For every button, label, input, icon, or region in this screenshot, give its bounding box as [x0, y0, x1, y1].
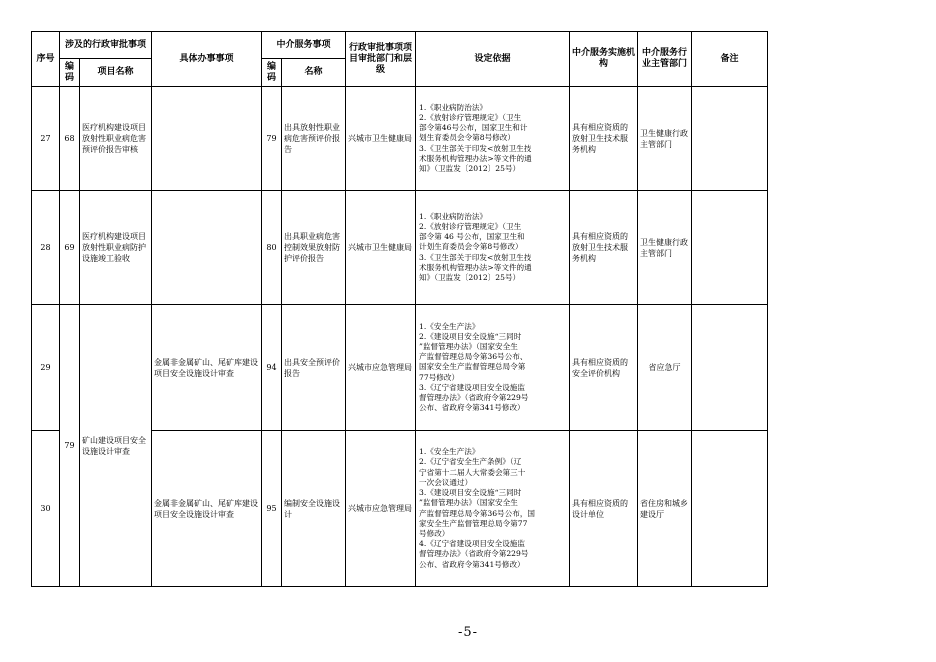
basis-line: 术服务机构管理办法>等文件的通 [419, 262, 532, 272]
basis-line: 2.《辽宁省安全生产条例》（辽 [419, 457, 522, 467]
header-basis: 设定依据 [416, 32, 570, 87]
remark-cell [692, 305, 768, 431]
agency-name-cell: 编制安全设施设计 [282, 431, 346, 587]
basis-line: 术服务机构管理办法>等文件的通 [419, 153, 532, 163]
basis-line: 3.《卫生部关于印发<放射卫生技 [419, 252, 532, 262]
header-admin-group: 涉及的行政审批事项 [60, 32, 152, 59]
seq-cell: 27 [32, 87, 60, 191]
approval-dept-cell: 兴城市应急管理局 [346, 431, 416, 587]
basis-line: 2.《建设项目安全设施“三同时 [419, 331, 522, 341]
basis-line: 宁省第十二届人大常委会第三十 [419, 467, 526, 477]
table-row [32, 305, 768, 431]
table-row [32, 87, 768, 191]
authority-cell: 省住房和城乡建设厅 [638, 431, 692, 587]
basis-line: 家安全生产监督管理总局令第77 [419, 518, 528, 528]
basis-line: 督管理办法》（省政府令第229号 [419, 393, 529, 402]
header-implementer: 中介服务实施机构 [570, 32, 638, 87]
approval-dept-cell: 兴城市应急管理局 [346, 305, 416, 431]
implementer-cell: 具有相应资质的安全评价机构 [570, 305, 638, 431]
remark-cell [692, 431, 768, 587]
page-number: -5- [457, 625, 479, 640]
implementer-cell: 具有相应资质的放射卫生技术服务机构 [570, 87, 638, 191]
basis-line: 国家安全生产监督管理总局令第 [419, 362, 526, 372]
basis-line: 号修改） [419, 528, 450, 538]
basis-line: 2.《放射诊疗管理规定》（卫生 [419, 112, 522, 122]
approval-dept-cell: 兴城市卫生健康局 [346, 191, 416, 305]
basis-line: ”监督管理办法》（国家安全生 [419, 498, 518, 508]
remark-cell [692, 87, 768, 191]
basis-line: 计划生育委员会令第8号修改） [419, 242, 523, 252]
header-remark: 备注 [692, 32, 768, 87]
basis-line: 公布、省政府令第341号修改） [419, 559, 525, 569]
admin-code-cell: 79 [60, 305, 80, 587]
agency-name-cell: 出具职业病危害控制效果放射防护评价报告 [282, 191, 346, 305]
implementer-cell: 具有相应资质的设计单位 [570, 431, 638, 587]
basis-line: 产监督管理总局令第36号公布、 [419, 352, 528, 362]
admin-code-cell: 68 [60, 87, 80, 191]
basis-line: 1.《安全生产法》 [419, 321, 480, 331]
specific-item-cell: 金属非金属矿山、尾矿库建设项目安全设施设计审查 [152, 305, 262, 431]
specific-item-cell: 金属非金属矿山、尾矿库建设项目安全设施设计审查 [152, 431, 262, 587]
basis-line: 1.《安全生产法》 [419, 447, 480, 457]
basis-line: 部令第 46 号公布，国家卫生和 [419, 232, 525, 242]
header-agency-name: 名称 [282, 59, 346, 87]
agency-code-cell: 79 [262, 87, 282, 191]
agency-name-cell: 出具安全预评价报告 [282, 305, 346, 431]
basis-line: 1.《职业病防治法》 [419, 102, 488, 112]
basis-line: 3.《建设项目安全设施“三同时 [419, 488, 522, 498]
header-agency-code: 编码 [262, 59, 282, 87]
basis-cell [416, 87, 570, 191]
basis-line: 划生育委员会令第8号修改） [419, 133, 515, 143]
basis-line: 2.《放射诊疗管理规定》（卫生 [419, 221, 522, 231]
specific-item-cell [152, 87, 262, 191]
basis-line: 部令第46号公布，国家卫生和计 [419, 123, 528, 133]
agency-code-cell: 80 [262, 191, 282, 305]
basis-cell [416, 305, 570, 431]
basis-line: 3.《辽宁省建设项目安全设施监 [419, 382, 525, 392]
basis-line: 产监督管理总局令第36号公布，国 [419, 508, 536, 518]
admin-name-cell: 矿山建设项目安全设施设计审查 [80, 305, 152, 587]
seq-cell: 29 [32, 305, 60, 431]
seq-cell: 30 [32, 431, 60, 587]
service-table [31, 31, 768, 587]
seq-cell: 28 [32, 191, 60, 305]
basis-line: 督管理办法》（省政府令第229号 [419, 549, 529, 559]
agency-code-cell: 94 [262, 305, 282, 431]
basis-cell [416, 431, 570, 587]
basis-cell [416, 191, 570, 305]
basis-line: ”监督管理办法》（国家安全生 [419, 341, 518, 351]
header-admin-code: 编码 [60, 59, 80, 87]
remark-cell [692, 191, 768, 305]
basis-line: 知》（卫监发〔2012〕25号） [419, 164, 521, 173]
basis-line: 知》（卫监发〔2012〕25号） [419, 273, 521, 282]
admin-name-cell: 医疗机构建设项目放射性职业病危害预评价报告审核 [80, 87, 152, 191]
table-row [32, 191, 768, 305]
agency-name-cell: 出具放射性职业病危害预评价报告 [282, 87, 346, 191]
approval-dept-cell: 兴城市卫生健康局 [346, 87, 416, 191]
admin-name-cell: 医疗机构建设项目放射性职业病防护设施竣工验收 [80, 191, 152, 305]
header-seq: 序号 [32, 32, 60, 87]
authority-cell: 省应急厅 [638, 305, 692, 431]
authority-cell: 卫生健康行政主管部门 [638, 191, 692, 305]
header-approval-dept: 行政审批事项项目审批部门和层级 [346, 32, 416, 87]
basis-line: 公布、省政府令第341号修改） [419, 403, 525, 413]
admin-code-cell: 69 [60, 191, 80, 305]
basis-line: 1.《职业病防治法》 [419, 211, 488, 221]
basis-line: 一次会议通过） [419, 477, 473, 487]
header-specific-item: 具体办事事项 [152, 32, 262, 87]
header-agency-group: 中介服务事项 [262, 32, 346, 59]
basis-line: 4.《辽宁省建设项目安全设施监 [419, 539, 525, 549]
implementer-cell: 具有相应资质的放射卫生技术服务机构 [570, 191, 638, 305]
agency-code-cell: 95 [262, 431, 282, 587]
basis-line: 3.《卫生部关于印发<放射卫生技 [419, 143, 532, 153]
authority-cell: 卫生健康行政主管部门 [638, 87, 692, 191]
header-admin-name: 项目名称 [80, 59, 152, 87]
header-authority: 中介服务行业主管部门 [638, 32, 692, 87]
basis-line: 77号修改） [419, 372, 460, 382]
specific-item-cell [152, 191, 262, 305]
